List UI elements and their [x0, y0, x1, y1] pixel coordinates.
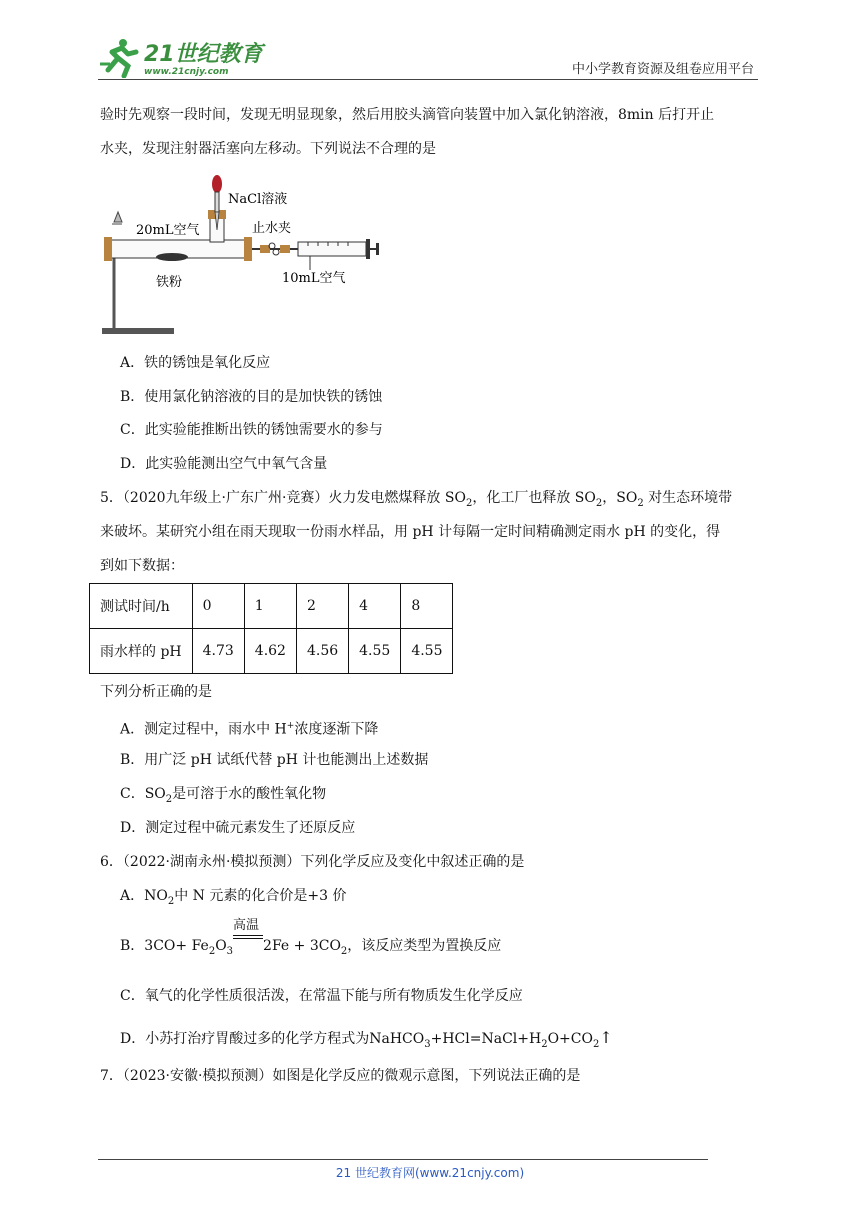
q5-stem-line2: 来破坏。某研究小组在雨天现取一份雨水样品，用 pH 计每隔一定时间精确测定雨水 pH 的变化，得: [100, 524, 721, 540]
q6-stem: 6．（2022·湖南永州·模拟预测）下列化学反应及变化中叙述正确的是: [100, 854, 525, 870]
iron-powder: [156, 253, 188, 261]
table-cell: 8: [401, 584, 453, 629]
table-cell: 4: [349, 584, 401, 629]
table-cell: 雨水样的 pH: [90, 629, 193, 674]
table-cell: 测试时间/h: [90, 584, 193, 629]
q4-option-b: B．使用氯化钠溶液的目的是加快铁的锈蚀: [120, 389, 383, 405]
footer-divider: [98, 1159, 708, 1160]
q6-option-c: C．氧气的化学性质很活泼，在常温下能与所有物质发生化学反应: [120, 988, 523, 1004]
q4-option-a: A．铁的锈蚀是氧化反应: [120, 355, 271, 371]
q5-option-a: A．测定过程中，雨水中 H+浓度逐渐下降: [120, 721, 379, 738]
table-cell: 4.56: [296, 629, 348, 674]
label-nacl: NaCl溶液: [228, 192, 288, 207]
table-cell: 4.55: [349, 629, 401, 674]
logo: [98, 34, 268, 78]
q5-option-c: C．$SO_2$是可溶于水的酸性氧化物: [120, 786, 327, 805]
q4-stem-line1: 验时先观察一段时间，发现无明显现象，然后用胶头滴管向装置中加入氯化钠溶液，8min 后打开止: [100, 107, 715, 123]
table-cell: 4.73: [192, 629, 244, 674]
label-iron: 铁粉: [156, 275, 183, 290]
q5-stem-line1: 5．（2020九年级上·广东广州·竞赛）火力发电燃煤释放 $SO_2$，化工厂也释放 $SO_2$，$SO_2$ 对生态环境带: [100, 490, 733, 509]
q6-option-a: A．$NO_2$中 N 元素的化合价是+3 价: [120, 888, 347, 907]
page-header: [98, 34, 758, 80]
q6-option-d: D．小苏打治疗胃酸过多的化学方程式为$NaHCO_3+HCl=NaCl+H_2O+CO_2↑$: [120, 1028, 613, 1050]
label-clamp: 止水夹: [252, 221, 292, 236]
q5-stem-line3: 到如下数据：: [100, 558, 184, 574]
q5-ask: 下列分析正确的是: [100, 684, 212, 700]
table-cell: 0: [192, 584, 244, 629]
logo-url: www.21cnjy.com: [144, 67, 229, 77]
runner-icon: [100, 39, 136, 76]
footer-link[interactable]: 21 世纪教育网(www.21cnjy.com): [335, 1166, 525, 1180]
header-divider: [98, 79, 758, 80]
logo-title: 21世纪教育: [144, 42, 263, 67]
table-cell: 4.62: [244, 629, 296, 674]
platform-name: 中小学教育资源及组卷应用平台: [571, 62, 754, 77]
reaction-condition: 高温: [233, 936, 263, 950]
table-cell: 2: [296, 584, 348, 629]
table-row: [90, 629, 453, 674]
q7-stem: 7．（2023·安徽·模拟预测）如图是化学反应的微观示意图，下列说法正确的是: [100, 1068, 581, 1084]
q4-stem-line2: 水夹，发现注射器活塞向左移动。下列说法不合理的是: [100, 141, 436, 157]
q4-option-d: D．此实验能测出空气中氧气含量: [120, 456, 328, 472]
label-air20: 20mL空气: [136, 223, 200, 238]
label-air10: 10mL空气: [282, 271, 346, 286]
table-row: [90, 584, 453, 629]
ph-data-table: [89, 583, 453, 674]
table-cell: 1: [244, 584, 296, 629]
q6-option-b: B．$3CO+ Fe_2O_3$ 高温 $2Fe + 3CO_2$，该反应类型为置换反应: [120, 918, 502, 957]
q4-option-c: C．此实验能推断出铁的锈蚀需要水的参与: [120, 422, 383, 438]
q5-option-b: B．用广泛 pH 试纸代替 pH 计也能测出上述数据: [120, 752, 429, 768]
q5-option-d: D．测定过程中硫元素发生了还原反应: [120, 820, 356, 836]
table-cell: 4.55: [401, 629, 453, 674]
experiment-apparatus: [100, 170, 380, 340]
